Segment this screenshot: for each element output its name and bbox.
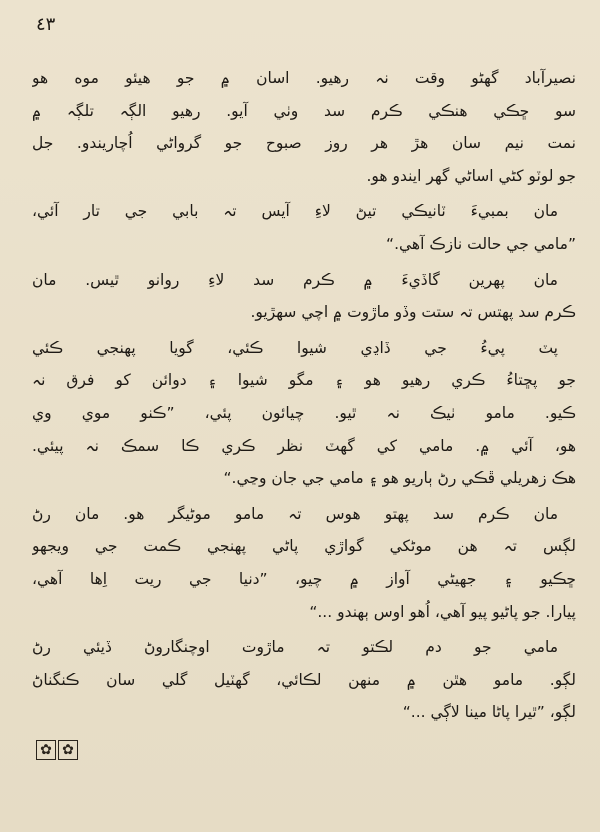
text-line: جو پڇتاءُ ڪري رهيو هو ۽ مگو شيوا ۽ دوائن کو فرق نہ xyxy=(32,371,576,390)
paragraph-3 xyxy=(32,264,576,329)
text-line: نصيرآباد گهڻو وقت نہ رهيو. اسان ۾ جو هيئو موه هو xyxy=(32,69,576,87)
text-line: مان بمبيءَ ٽانيڪي تيڻ لاءِ آيس تہ بابي جي تار آئي، xyxy=(32,202,558,221)
paragraph-2 xyxy=(32,195,576,260)
paragraph-1 xyxy=(32,62,576,192)
text-line: مان پهرين گاڏيءَ ۾ ڪرم سد لاءِ روانو ٿيس. مان xyxy=(32,270,558,289)
text-line: مان ڪرم سد پهتو هوس تہ مامو موڻيگر هو. مان رڻ xyxy=(32,504,558,523)
text-line: پيارا. جو پاڻيو پيو آهي، اُهو اوس ٻهندو ...“ xyxy=(309,602,576,621)
page-number: ٤٣ xyxy=(36,14,56,35)
text-line: لڳو، ”ٿيرا پاڻا مينا لاڳي ...“ xyxy=(402,703,576,722)
text-line: لڳس تہ هن موڻکي گواڙي پاڻي پهنجي ڪمت جي ويجهو xyxy=(32,537,576,556)
text-line: مامي جو دم لڪتو تہ ماڙوت اوچنگاروڻ ڏيئي رڻ xyxy=(32,638,558,657)
paragraph-6 xyxy=(32,631,576,729)
text-line: ڪرم سد پهتس تہ ستت وڏو ماڙوت ۾ اچي سهڙيو. xyxy=(250,303,576,322)
text-line: جو لوٽو کڻي اساڻي گهر ايندو هو. xyxy=(366,166,576,185)
section-end-ornament-icon xyxy=(36,740,78,760)
text-line: لڳو. مامو هٿن ۾ منهن لڪائي، گهٽيل گلي سان ڪنگناڻ xyxy=(32,670,576,689)
ornament-flower-icon: ✿ xyxy=(58,740,78,760)
text-line: هو، آئي ۾. مامي کي گهٽ نظر ڪري ڪا سمڪ نہ پيئي. xyxy=(32,436,576,455)
text-line: ڇڪيو ۽ جهيڻي آواز ۾ چيو، ”دنيا جي ريت اِها آهي، xyxy=(32,569,576,588)
paragraph-5 xyxy=(32,498,576,628)
text-line: هڪ زهريلي ڦڪي رڻ ٻاريو هو ۽ مامي جي جان وڃي.“ xyxy=(223,469,576,488)
ornament-flower-icon: ✿ xyxy=(36,740,56,760)
text-line: پٽ پيءُ جي ڏاڍي شيوا ڪئي، گويا پهنجي ڪئي xyxy=(32,338,558,357)
text-line: ڪيو. مامو ٺيڪ نہ ٿيو. چيائون پئي، ”ڪنو موي وي xyxy=(32,403,576,422)
text-line: سو ڇڪي هنڪي ڪرم سد وٺي آيو. رهيو الڳہ تلڳہ ۾ xyxy=(32,101,576,120)
paragraph-4 xyxy=(32,332,576,495)
text-line: نمت نيم سان هڙ هر روز صبوح جو گرواڻي اُچاريندو. جل xyxy=(32,134,576,153)
text-line: ”مامي جي حالت نازڪ آهي.“ xyxy=(386,234,576,253)
body-text xyxy=(32,62,576,732)
